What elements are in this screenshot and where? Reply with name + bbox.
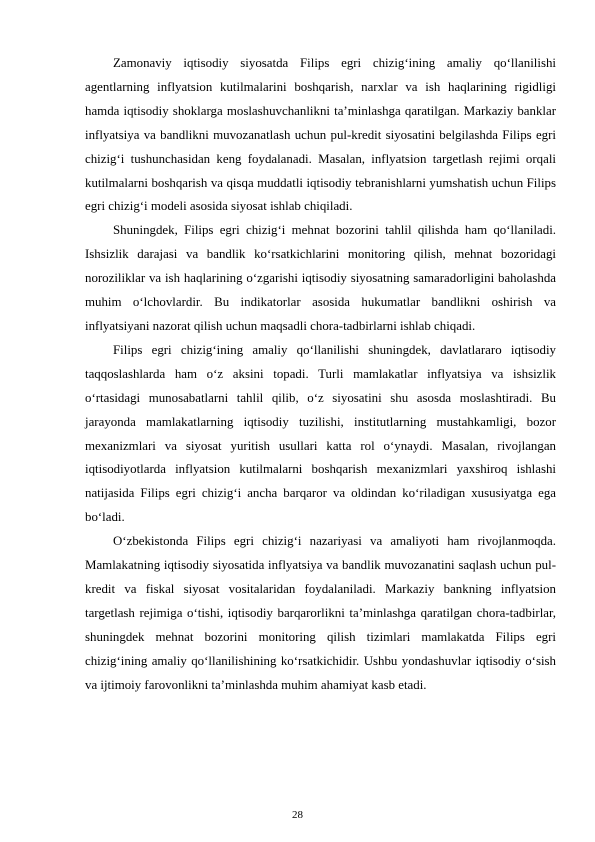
document-body [85, 52, 556, 697]
page-number: 28 [292, 809, 303, 821]
paragraph-labor-market: Shuningdek, Filips egri chizig‘i mehnat bozorini tahlil qilishda ham qo‘llaniladi. Ishsizlik darajasi va bandlik ko‘rsatkichlarini monitoring qilish, mehnat bozoridagi noroziliklar va ish haqlarining o‘zgarishi iqtisodiy siyosatning samaradorligini baholashda muhim o‘lchovlardir. Bu indikatorlar asosida hukumatlar bandlikni oshirish va inflyatsiyani nazorat qilish uchun maqsadli chora-tadbirlarni ishlab chiqadi. [85, 223, 556, 333]
paragraph-monetary-policy: Zamonaviy iqtisodiy siyosatda Filips egri chizig‘ining amaliy qo‘llanilishi agentlarning inflyatsion kutilmalarini boshqarish, narxlar va ish haqlarining rigidligi hamda iqtisodiy shoklarga moslashuvchanlikni ta’minlashga qaratilgan. Markaziy banklar inflyatsiya va bandlikni muvozanatlash uchun pul-kredit siyosatini belgilashda Filips egri chizig‘i tushunchasidan keng foydalanadi. Masalan, inflyatsion targetlash rejimi orqali kutilmalarni boshqarish va qisqa muddatli iqtisodiy tebranishlarni yumshatish uchun Filips egri chizig‘i modeli asosida siyosat ishlab chiqiladi. [85, 56, 556, 214]
paragraph-uzbekistan: O‘zbekistonda Filips egri chizig‘i nazariyasi va amaliyoti ham rivojlanmoqda. Mamlakatning iqtisodiy siyosatida inflyatsiya va bandlik muvozanatini saqlash uchun pul-kredit va fiskal siyosat vositalaridan foydalaniladi. Markaziy bankning inflyatsion targetlash rejimiga o‘tishi, iqtisodiy barqarorlikni ta’minlashga qaratilgan chora-tadbirlar, shuningdek mehnat bozorini monitoring qilish tizimlari mamlakatda Filips egri chizig‘ining amaliy qo‘llanilishining ko‘rsatkichidir. Ushbu yondashuvlar iqtisodiy o‘sish va ijtimoiy farovonlikni ta’minlashda muhim ahamiyat kasb etadi. [85, 534, 556, 692]
paragraph-cross-country: Filips egri chizig‘ining amaliy qo‘llanilishi shuningdek, davlatlararo iqtisodiy taqqoslashlarda ham o‘z aksini topadi. Turli mamlakatlar inflyatsiya va ishsizlik o‘rtasidagi munosabatlarni tahlil qilib, o‘z siyosatini shu asosda moslashtiradi. Bu jarayonda mamlakatlarning iqtisodiy tuzilishi, institutlarning mustahkamligi, bozor mexanizmlari va siyosat yuritish usullari katta rol o‘ynaydi. Masalan, rivojlangan iqtisodiyotlarda inflyatsion kutilmalarni boshqarish mexanizmlari yaxshiroq ishlashi natijasida Filips egri chizig‘i ancha barqaror va oldindan ko‘riladigan xususiyatga ega bo‘ladi. [85, 342, 556, 525]
